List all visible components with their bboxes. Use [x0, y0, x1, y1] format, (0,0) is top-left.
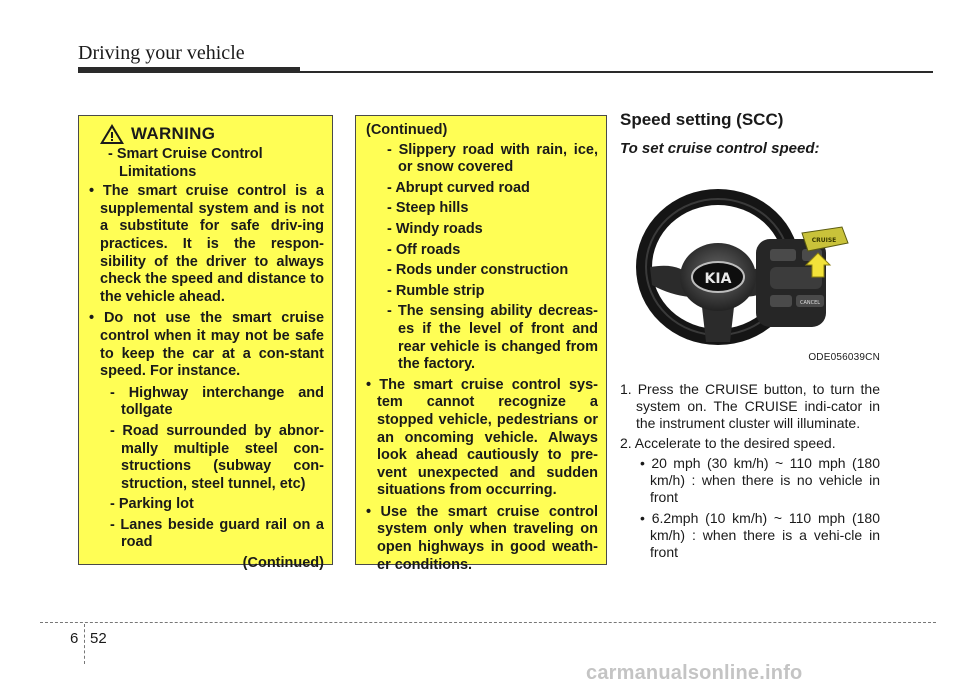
warning-continued-head: (Continued) — [366, 122, 448, 138]
warning-bullet: • The smart cruise control sys-tem cannot recognize a stopped vehicle, pedestrians or an oncoming vehicle. Always look ahead cautiously to pre-vent unexpected and sudden situations from occurring. — [366, 376, 598, 499]
warning-bullet: • The smart cruise control is a supplemental system and is not a substitute for safe driv-ing practices. It is the respon-sibility of the driver to always check the speed and distance to the vehicle ahead. — [89, 183, 324, 305]
footer-dashed-rule — [40, 622, 936, 623]
page-header-title: Driving your vehicle — [78, 42, 245, 64]
step-bullet-text: 6.2mph (10 km/h) ~ 110 mph (180 km/h) : when there is a vehi-cle in front — [650, 510, 880, 560]
speed-setting-section — [620, 110, 880, 565]
watermark: carmanualsonline.info — [586, 662, 803, 684]
warning-dash-item: - Slippery road with rain, ice, or snow covered — [387, 141, 598, 176]
warning-dash-item: - The sensing ability decreas-es if the level of front and rear vehicle is changed from the factory. — [387, 303, 598, 373]
warning-dash-item: - Windy roads — [387, 220, 483, 237]
step-bullet-text: 20 mph (30 km/h) ~ 110 mph (180 km/h) : when there is no vehicle in front — [650, 455, 880, 505]
image-caption: ODE056039CN — [808, 352, 880, 363]
svg-text:CRUISE: CRUISE — [811, 237, 837, 244]
step-bullet: • 20 mph (30 km/h) ~ 110 mph (180 km/h) : when there is no vehicle in front — [640, 455, 880, 505]
warning-continued: (Continued) — [242, 555, 324, 572]
warning-bullet: • Do not use the smart cruise control when it may not be safe to keep the car at a con-stant speed. For instance. — [89, 310, 325, 380]
header-rule-thick — [78, 67, 300, 73]
step-item: 1. Press the CRUISE button, to turn the system on. The CRUISE indi-cator in the instrument cluster will illuminate. — [620, 381, 880, 431]
warning-bullet-text: Use the smart cruise control system only when traveling on open highways in good weath-er conditions. — [377, 503, 598, 573]
warning-dash-item: - Rods under construction — [387, 262, 569, 279]
warning-bullet-text: The smart cruise control is a supplemental system and is not a substitute for safe driv-ing practices. It is the respon-sibility of the driver to always check the speed and distance to the vehicle ahead. — [100, 183, 324, 305]
warning-dash-item: - Lanes beside guard rail on a road — [110, 516, 324, 551]
warning-dash-item: - Highway interchange and tollgate — [110, 384, 324, 419]
warning-dash-item: - Steep hills — [387, 200, 469, 217]
step-bullet: • 6.2mph (10 km/h) ~ 110 mph (180 km/h) : when there is a vehi-cle in front — [640, 510, 880, 560]
warning-dash-item: - Off roads — [387, 241, 461, 258]
svg-text:CANCEL: CANCEL — [799, 300, 821, 306]
footer-divider — [84, 624, 85, 664]
warning-bullet: • Use the smart cruise control system only when traveling on open highways in good weath-er conditions. — [366, 503, 598, 573]
page-number: 52 — [90, 630, 107, 647]
chapter-number: 6 — [70, 630, 79, 647]
section-title: Speed setting (SCC) — [620, 110, 784, 129]
steps-list — [620, 381, 880, 561]
warning-dash-item: - Abrupt curved road — [387, 179, 530, 196]
warning-heading — [99, 123, 324, 145]
warning-dash-item: - Parking lot — [110, 496, 194, 513]
warning-subtitle: - Smart Cruise Control Limitations — [108, 146, 263, 180]
step-item: 2. Accelerate to the desired speed. — [620, 435, 836, 451]
warning-bullet-text: Do not use the smart cruise control when it may not be safe to keep the car at a con-stant speed. For instance. — [100, 310, 325, 380]
warning-dash-item: - Rumble strip — [387, 282, 485, 299]
section-subtitle: To set cruise control speed: — [620, 140, 820, 157]
warning-box-2 — [355, 115, 607, 573]
warning-box-1 — [78, 115, 333, 572]
warning-bullet-text: The smart cruise control sys-tem cannot recognize a stopped vehicle, pedestrians or an oncoming vehicle. Always look ahead cautiously to pre-vent unexpected and sudden situations from occurring. — [377, 376, 598, 499]
svg-text:KIA: KIA — [704, 271, 732, 287]
warning-dash-item: - Road surrounded by abnor-mally multiple steel con-structions (subway con-struction, steel tunnel, etc) — [110, 422, 324, 492]
warning-triangle-icon — [99, 123, 125, 145]
steering-wheel-illustration — [620, 167, 880, 365]
steering-wheel-image — [620, 167, 880, 365]
warning-title: WARNING — [131, 124, 216, 144]
header-rule-thin — [300, 71, 933, 73]
